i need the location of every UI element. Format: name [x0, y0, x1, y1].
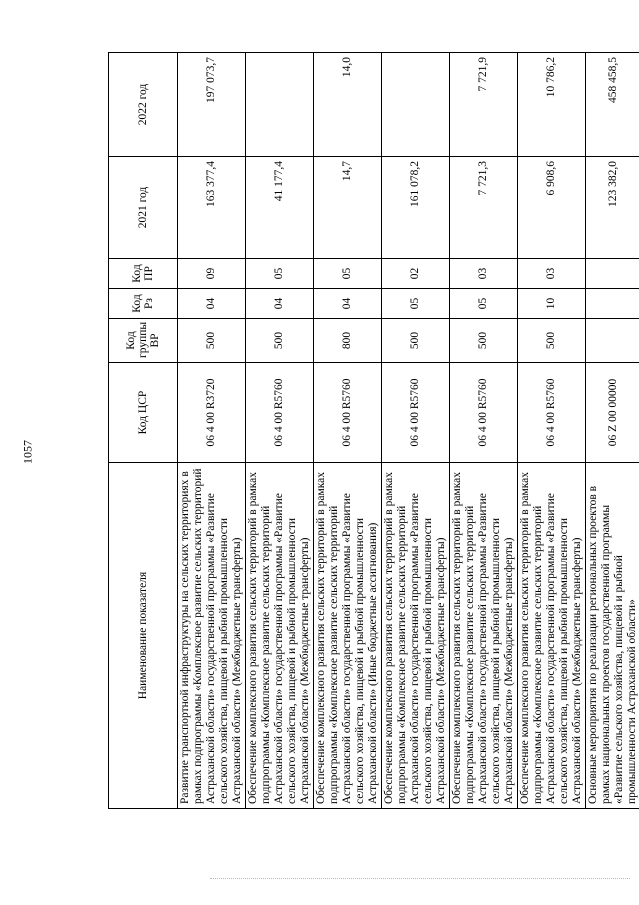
cell-2021: 6 908,6 [518, 157, 586, 259]
table-row [586, 53, 639, 809]
cell-csr: 06 4 00 R5760 [246, 363, 314, 463]
cell-pr: 03 [518, 259, 586, 289]
cell-pr: 02 [382, 259, 450, 289]
header-pr: Код ПР [109, 259, 178, 289]
header-2021: 2021 год [109, 157, 178, 259]
cell-pr: 03 [450, 259, 518, 289]
cell-2021: 163 377,4 [178, 157, 246, 259]
header-2022: 2022 год [109, 53, 178, 157]
cell-pr [586, 259, 639, 289]
cell-2022: 7 721,9 [450, 53, 518, 157]
cell-2021: 14,7 [314, 157, 382, 259]
cell-name: Основные мероприятия по реализации региональных проектов в рамках национальных проектов государственной программы «Развитие сельского хозяйства, пищевой и рыбной промышленности Астраханской области» [586, 463, 639, 809]
cell-name: Обеспечение комплексного развития сельских территорий в рамках подпрограммы «Комплексное развитие сельских территорий Астраханской области» государственной программы «Развитие сельского хозяйства, пищевой и рыбной промышленности Астраханской области» (Иные бюджетные ассигнования) [314, 463, 382, 809]
cell-rz [586, 289, 639, 319]
cell-name: Обеспечение комплексного развития сельских территорий в рамках подпрограммы «Комплексное развитие сельских территорий Астраханской области» государственной программы «Развитие сельского хозяйства, пищевой и рыбной промышленности Астраханской области» (Межбюджетные трансферты) [382, 463, 450, 809]
cell-name: Обеспечение комплексного развития сельских территорий в рамках подпрограммы «Комплексное развитие сельских территорий Астраханской области» государственной программы «Развитие сельского хозяйства, пищевой и рыбной промышленности Астраханской области» (Межбюджетные трансферты) [518, 463, 586, 809]
cell-vr: 500 [382, 319, 450, 363]
table-row [518, 53, 586, 809]
cell-csr: 06 Z 00 00000 [586, 363, 639, 463]
cell-rz: 10 [518, 289, 586, 319]
cell-csr: 06 4 00 R5760 [518, 363, 586, 463]
cell-rz: 05 [382, 289, 450, 319]
cell-pr: 09 [178, 259, 246, 289]
cell-pr: 05 [246, 259, 314, 289]
header-vr: Код группы ВР [109, 319, 178, 363]
cell-2021: 41 177,4 [246, 157, 314, 259]
table-body [178, 53, 639, 809]
cell-2022: 197 073,7 [178, 53, 246, 157]
cell-name: Развитие транспортной инфраструктуры на сельских территориях в рамках подпрограммы «Комплексное развитие сельских территорий Астраханской области» государственной программы «Развитие сельского хозяйства, пищевой и рыбной промышленности Астраханской области» (Межбюджетные трансферты) [178, 463, 246, 809]
cell-vr: 500 [246, 319, 314, 363]
header-csr: Код ЦСР [109, 363, 178, 463]
table-row [450, 53, 518, 809]
cell-vr: 500 [178, 319, 246, 363]
cell-csr: 06 4 00 R5760 [382, 363, 450, 463]
table-header [109, 53, 178, 809]
cell-2021: 123 382,0 [586, 157, 639, 259]
cell-2021: 7 721,3 [450, 157, 518, 259]
cell-2022: 14,0 [314, 53, 382, 157]
table-row [382, 53, 450, 809]
cell-vr [586, 319, 639, 363]
table-row [178, 53, 246, 809]
cell-name: Обеспечение комплексного развития сельских территорий в рамках подпрограммы «Комплексное развитие сельских территорий Астраханской области» государственной программы «Развитие сельского хозяйства, пищевой и рыбной промышленности Астраханской области» (Межбюджетные трансферты) [450, 463, 518, 809]
cell-csr: 06 4 00 R5760 [450, 363, 518, 463]
cell-pr: 05 [314, 259, 382, 289]
cell-2021: 161 078,2 [382, 157, 450, 259]
footer-divider [210, 878, 630, 879]
cell-csr: 06 4 00 R3720 [178, 363, 246, 463]
cell-2022 [382, 53, 450, 157]
cell-vr: 800 [314, 319, 382, 363]
page-number: 1057 [20, 440, 35, 464]
cell-vr: 500 [450, 319, 518, 363]
cell-2022 [246, 53, 314, 157]
cell-rz: 05 [450, 289, 518, 319]
table-row [246, 53, 314, 809]
cell-csr: 06 4 00 R5760 [314, 363, 382, 463]
cell-rz: 04 [246, 289, 314, 319]
table-row [314, 53, 382, 809]
cell-name: Обеспечение комплексного развития сельских территорий в рамках подпрограммы «Комплексное развитие сельских территорий Астраханской области» государственной программы «Развитие сельского хозяйства, пищевой и рыбной промышленности Астраханской области» (Межбюджетные трансферты) [246, 463, 314, 809]
header-rz: Код Рз [109, 289, 178, 319]
cell-2022: 10 786,2 [518, 53, 586, 157]
cell-rz: 04 [178, 289, 246, 319]
cell-2022: 458 458,5 [586, 53, 639, 157]
budget-table [108, 52, 639, 809]
cell-vr: 500 [518, 319, 586, 363]
header-name: Наименование показателя [109, 463, 178, 809]
cell-rz: 04 [314, 289, 382, 319]
header-row [109, 53, 178, 809]
